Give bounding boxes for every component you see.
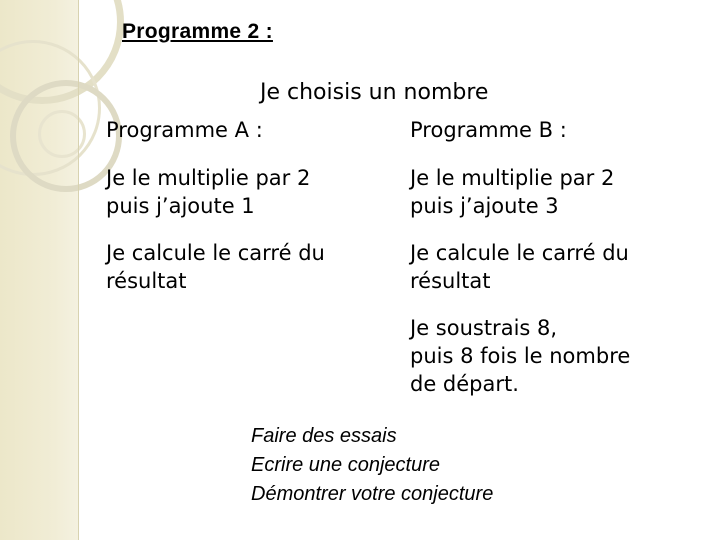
task-item: Démontrer votre conjecture	[251, 483, 494, 505]
slide-title: Programme 2 :	[122, 20, 273, 43]
task-item: Faire des essais	[251, 425, 397, 447]
programme-b-step-2: Je calcule le carré du résultat	[410, 241, 629, 293]
tasks-list	[251, 422, 493, 509]
side-band-divider	[78, 0, 79, 540]
programme-b-heading: Programme B :	[410, 118, 567, 142]
decorative-side-band	[0, 0, 78, 540]
programme-b-step-3: Je soustrais 8, puis 8 fois le nombre de départ.	[410, 316, 631, 396]
programme-a-heading: Programme A :	[106, 118, 263, 142]
intro-text: Je choisis un nombre	[260, 80, 489, 105]
programme-a-step-1: Je le multiplie par 2 puis j’ajoute 1	[106, 166, 311, 218]
programme-a-step-2: Je calcule le carré du résultat	[106, 241, 325, 293]
programme-b-step-1: Je le multiplie par 2 puis j’ajoute 3	[410, 166, 615, 218]
task-item: Ecrire une conjecture	[251, 454, 440, 476]
